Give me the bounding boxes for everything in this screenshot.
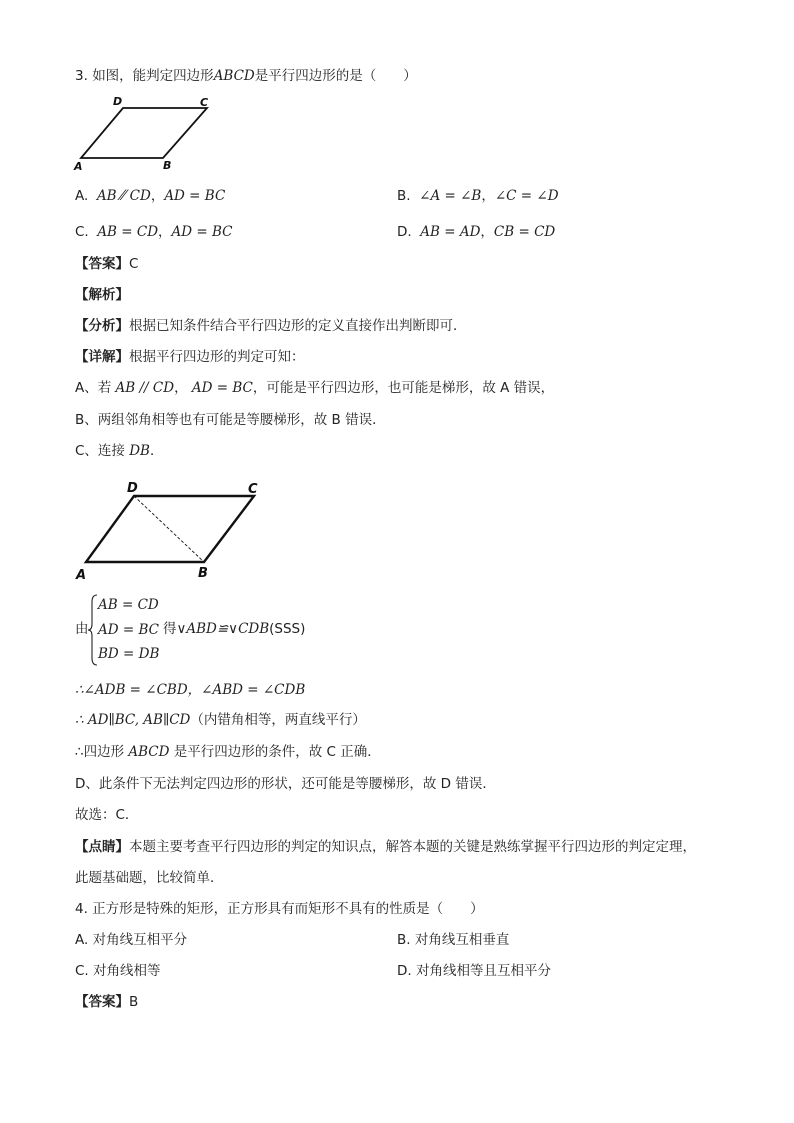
option-letter: A. xyxy=(75,188,89,204)
q3-option-d xyxy=(397,222,555,242)
fig1-label-b: B xyxy=(163,159,172,172)
left-brace-icon xyxy=(88,594,98,666)
answer-tag: 【答案】 xyxy=(75,256,129,272)
brace-row: AD = BC xyxy=(98,621,159,638)
math: ∴ AD∥BC, AB∥CD xyxy=(75,712,191,728)
fig1-label-d: D xyxy=(113,95,123,108)
fenxi-text: 根据已知条件结合平行四边形的定义直接作出判断即可． xyxy=(129,318,467,334)
q3-option-b xyxy=(397,186,559,206)
text: ， xyxy=(174,380,188,396)
dianjing-text: 本题主要考查平行四边形的判定的知识点，解答本题的关键是熟练掌握平行四边形的判定定理， xyxy=(129,839,696,855)
option-math: AD = BC xyxy=(164,188,226,204)
q3-stem-math: ABCD xyxy=(213,68,255,84)
q3-analysis-heading xyxy=(75,285,129,305)
text: ∴四边形 xyxy=(75,744,125,760)
q3-answer xyxy=(75,254,138,274)
brace-mid: 得 xyxy=(163,621,177,637)
q3-figure-parallelogram xyxy=(70,94,220,174)
option-sep: ， xyxy=(150,188,165,204)
math: AB // CD xyxy=(115,380,175,396)
option-sep: ， xyxy=(480,224,494,240)
q3-figure-parallelogram-diagonal xyxy=(70,478,270,583)
option-math: AB ⁄⁄ CD xyxy=(96,188,151,204)
q4-option-b: B. 对角线互相垂直 xyxy=(397,932,510,948)
q3-dianjing-cont: 此题基础题，比较简单． xyxy=(75,870,224,886)
fig1-label-c: C xyxy=(200,96,209,109)
fig1-label-a: A xyxy=(74,160,83,173)
math: AD = BC xyxy=(191,380,253,396)
q3-xiangjie xyxy=(75,347,305,367)
dianjing-tag: 【点睛】 xyxy=(75,839,129,855)
q3-number: 3. xyxy=(75,68,88,84)
option-letter: C. xyxy=(75,224,89,240)
q4-answer xyxy=(75,992,138,1012)
q3-line-a xyxy=(75,378,554,398)
text: 是平行四边形的条件，故 C 正确． xyxy=(173,744,381,760)
answer-tag: 【答案】 xyxy=(75,994,129,1010)
answer-value: B xyxy=(129,994,139,1010)
q3-option-c xyxy=(75,222,233,242)
q3-fenxi xyxy=(75,316,467,336)
q3-final-choice: 故选：C． xyxy=(75,807,139,823)
brace-row: AB = CD xyxy=(98,597,159,613)
brace-result xyxy=(163,619,305,639)
brace-row: BD = DB xyxy=(98,646,160,662)
q4-stem xyxy=(75,899,484,919)
math: DB xyxy=(129,443,150,459)
brace-prefix: 由 xyxy=(75,621,89,637)
option-sep: ， xyxy=(481,188,495,204)
q4-option-c: C. 对角线相等 xyxy=(75,963,161,979)
q3-therefore-3 xyxy=(75,742,381,762)
q3-stem-prefix: 如图，能判定四边形 xyxy=(92,68,214,84)
q3-stem xyxy=(75,66,417,86)
option-math: CB = CD xyxy=(493,224,556,240)
text: ，可能是平行四边形，也可能是梯形，故 A 错误， xyxy=(252,380,555,396)
q3-dianjing xyxy=(75,837,696,857)
q3-line-d: D、此条件下无法判定四边形的形状，还可能是等腰梯形，故 D 错误． xyxy=(75,776,496,792)
analysis-tag: 【解析】 xyxy=(75,287,129,303)
q4-number: 4. xyxy=(75,901,88,917)
text: C、连接 xyxy=(75,443,125,459)
q3-therefore-2 xyxy=(75,710,366,730)
fenxi-tag: 【分析】 xyxy=(75,318,129,334)
fig2-label-c: C xyxy=(248,482,258,497)
option-math: AB = CD xyxy=(97,224,159,240)
option-math: ∠A = ∠B xyxy=(419,188,482,204)
text: （内错角相等，两直线平行） xyxy=(190,712,366,728)
math: ABCD xyxy=(128,744,170,760)
q3-option-a xyxy=(75,186,225,206)
xiangjie-text: 根据平行四边形的判定可知： xyxy=(129,349,305,365)
brace-rows xyxy=(98,594,159,668)
q3-stem-suffix: 是平行四边形的是（ ） xyxy=(254,68,417,84)
fig2-label-b: B xyxy=(198,566,208,581)
option-math: AB = AD xyxy=(420,224,481,240)
q4-option-a: A. 对角线互相平分 xyxy=(75,932,188,948)
option-math: ∠C = ∠D xyxy=(494,188,559,204)
text: A、若 xyxy=(75,380,112,396)
xiangjie-tag: 【详解】 xyxy=(75,349,129,365)
fig2-label-a: A xyxy=(76,568,87,583)
q3-line-c xyxy=(75,441,163,461)
text: ． xyxy=(149,443,164,459)
option-math: AD = BC xyxy=(171,224,233,240)
option-sep: ， xyxy=(158,224,172,240)
q4-option-d: D. 对角线相等且互相平分 xyxy=(397,963,551,979)
q3-therefore-1: ∴∠ADB = ∠CBD，∠ABD = ∠CDB xyxy=(75,682,306,698)
congruence: ∨ABD≌∨CDB xyxy=(176,621,270,637)
sss: (SSS) xyxy=(269,621,306,637)
option-letter: D. xyxy=(397,224,412,240)
answer-value: C xyxy=(129,256,139,272)
q3-line-b: B、两组邻角相等也有可能是等腰梯形，故 B 错误． xyxy=(75,412,386,428)
fig2-label-d: D xyxy=(127,481,138,496)
option-letter: B. xyxy=(397,188,411,204)
q4-stem-text: 正方形是特殊的矩形，正方形具有而矩形不具有的性质是（ ） xyxy=(92,901,484,917)
